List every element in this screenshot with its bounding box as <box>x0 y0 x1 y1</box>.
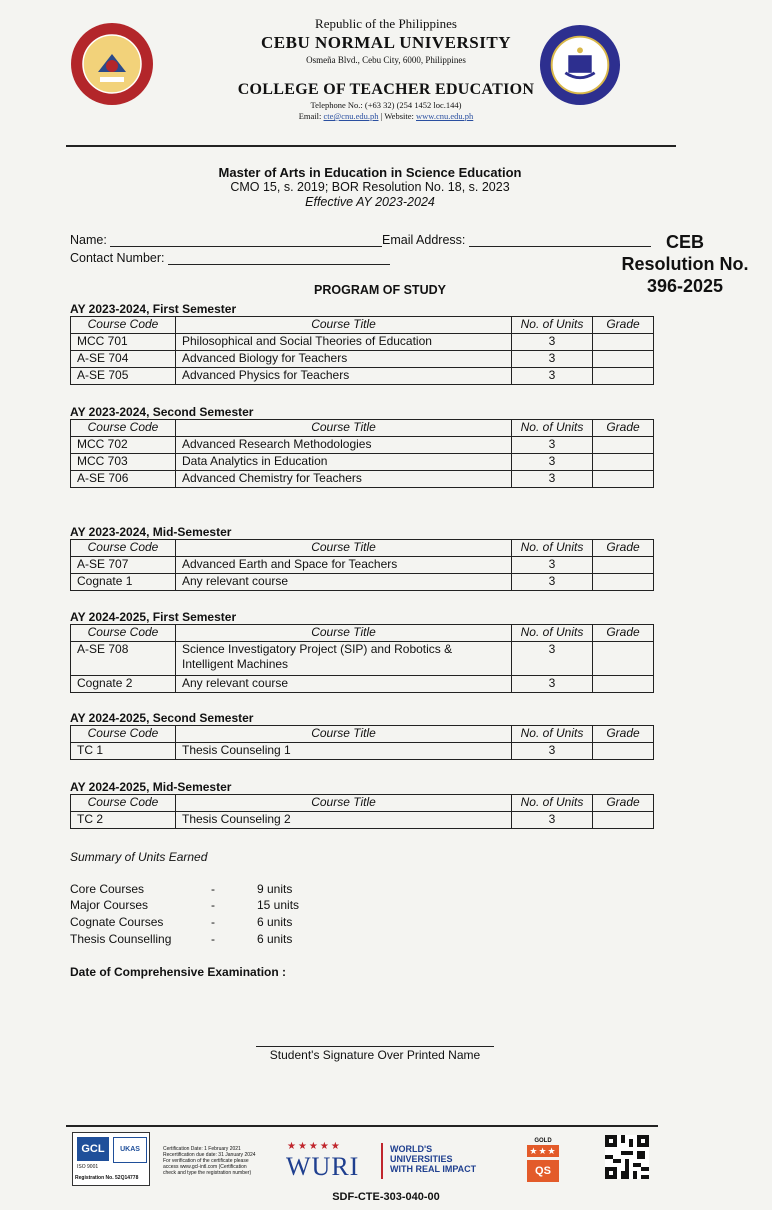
document-code: SDF-CTE-303-040-00 <box>332 1191 440 1203</box>
grade-cell[interactable] <box>593 743 654 760</box>
table-row: Cognate 2 Any relevant course 3 <box>71 676 654 693</box>
comprehensive-exam-date[interactable]: Date of Comprehensive Examination : <box>70 965 287 979</box>
course-table <box>70 725 654 760</box>
table-row: MCC 703 Data Analytics in Education 3 <box>71 454 654 471</box>
header-divider <box>66 145 676 147</box>
grade-cell[interactable] <box>593 454 654 471</box>
table-header-row: Course Code Course Title No. of Units Grade <box>71 540 654 557</box>
table-row: A-SE 708 Science Investigatory Project (SIP) and Robotics & Intelligent Machines 3 <box>71 642 654 676</box>
table-row: Cognate 1 Any relevant course 3 <box>71 574 654 591</box>
grade-cell[interactable] <box>593 471 654 488</box>
semester-label: AY 2024-2025, Second Semester <box>70 711 254 725</box>
table-row: A-SE 704 Advanced Biology for Teachers 3 <box>71 351 654 368</box>
table-row: MCC 701 Philosophical and Social Theories of Education 3 <box>71 334 654 351</box>
contact-number-field[interactable]: Contact Number: <box>70 251 390 265</box>
grade-cell[interactable] <box>593 812 654 829</box>
certification-text: Certification Date: 1 February 2021 Recertification due date: 31 January 2024 For verification of the certificate please access www.gcl-intl.com (Certification check and type the registration number) <box>163 1146 256 1176</box>
table-row: A-SE 707 Advanced Earth and Space for Teachers 3 <box>71 557 654 574</box>
course-table <box>70 419 654 488</box>
program-reference: CMO 15, s. 2019; BOR Resolution No. 18, s. 2023 <box>230 180 510 194</box>
letterhead <box>180 16 592 121</box>
semester-label: AY 2023-2024, First Semester <box>70 302 237 316</box>
college-name: COLLEGE OF TEACHER EDUCATION <box>237 81 535 98</box>
gcl-ukas-certification-badge: GCL UKAS ISO 9001 Registration No. 52Q14778 <box>72 1132 150 1186</box>
contact-line: Email: cte@cnu.edu.ph | Website: www.cnu.edu.ph <box>298 111 474 121</box>
email-field[interactable]: Email Address: <box>382 233 651 247</box>
wuri-tagline: WORLD'S UNIVERSITIES WITH REAL IMPACT <box>390 1144 477 1174</box>
table-row: TC 2 Thesis Counseling 2 3 <box>71 812 654 829</box>
semester-label: AY 2023-2024, Mid-Semester <box>70 525 232 539</box>
grade-cell[interactable] <box>593 351 654 368</box>
university-name: CEBU NORMAL UNIVERSITY <box>261 33 511 52</box>
grade-cell[interactable] <box>593 557 654 574</box>
summary-row: Cognate Courses - 6 units <box>70 915 293 929</box>
course-table <box>70 794 654 829</box>
name-field[interactable]: Name: <box>70 233 382 247</box>
signature-line[interactable] <box>256 1046 494 1047</box>
gcl-logo: GCL <box>77 1137 109 1161</box>
table-header-row: Course Code Course Title No. of Units Grade <box>71 726 654 743</box>
program-effective: Effective AY 2023-2024 <box>305 195 435 209</box>
table-header-row: Course Code Course Title No. of Units Grade <box>71 625 654 642</box>
table-header-row: Course Code Course Title No. of Units Grade <box>71 795 654 812</box>
course-table <box>70 316 654 385</box>
table-header-row: Course Code Course Title No. of Units Grade <box>71 317 654 334</box>
email-link[interactable]: cte@cnu.edu.ph <box>323 111 379 121</box>
grade-cell[interactable] <box>593 334 654 351</box>
signature-label: Student's Signature Over Printed Name <box>269 1048 481 1062</box>
qs-logo: QS <box>527 1160 559 1182</box>
summary-title: Summary of Units Earned <box>70 850 208 864</box>
table-row: A-SE 706 Advanced Chemistry for Teachers 3 <box>71 471 654 488</box>
semester-label: AY 2024-2025, First Semester <box>70 610 237 624</box>
wuri-stars: ★★★★★ <box>287 1141 342 1152</box>
ceb-resolution-stamp: CEB Resolution No. 396-2025 <box>621 232 749 296</box>
grade-cell[interactable] <box>593 574 654 591</box>
footer-divider <box>66 1125 658 1127</box>
ukas-logo: UKAS <box>113 1137 147 1163</box>
summary-row: Core Courses - 9 units <box>70 882 293 896</box>
table-row: TC 1 Thesis Counseling 1 3 <box>71 743 654 760</box>
program-heading <box>160 165 580 210</box>
summary-row: Thesis Counselling - 6 units <box>70 932 293 946</box>
republic-line: Republic of the Philippines <box>315 16 457 31</box>
wuri-separator <box>381 1143 383 1179</box>
program-title: Master of Arts in Education in Science Education <box>218 165 522 180</box>
grade-cell[interactable] <box>593 368 654 385</box>
grade-cell[interactable] <box>593 676 654 693</box>
qr-code-icon <box>605 1135 649 1179</box>
course-table <box>70 624 654 693</box>
telephone-line: Telephone No.: (+63 32) (254 1452 loc.144) <box>310 100 462 110</box>
table-row: A-SE 705 Advanced Physics for Teachers 3 <box>71 368 654 385</box>
summary-row: Major Courses - 15 units <box>70 898 300 912</box>
grade-cell[interactable] <box>593 642 654 676</box>
table-header-row: Course Code Course Title No. of Units Grade <box>71 420 654 437</box>
cnu-seal-logo <box>70 22 154 106</box>
wuri-logo: WURI <box>286 1152 360 1181</box>
qs-stars-badge: GOLD ★★★ QS <box>527 1138 559 1182</box>
program-of-study-title: PROGRAM OF STUDY <box>314 283 446 297</box>
semester-label: AY 2023-2024, Second Semester <box>70 405 254 419</box>
website-link[interactable]: www.cnu.edu.ph <box>416 111 474 121</box>
university-address: Osmeña Blvd., Cebu City, 6000, Philippines <box>306 55 466 65</box>
semester-label: AY 2024-2025, Mid-Semester <box>70 780 232 794</box>
grade-cell[interactable] <box>593 437 654 454</box>
course-table <box>70 539 654 591</box>
table-row: MCC 702 Advanced Research Methodologies 3 <box>71 437 654 454</box>
